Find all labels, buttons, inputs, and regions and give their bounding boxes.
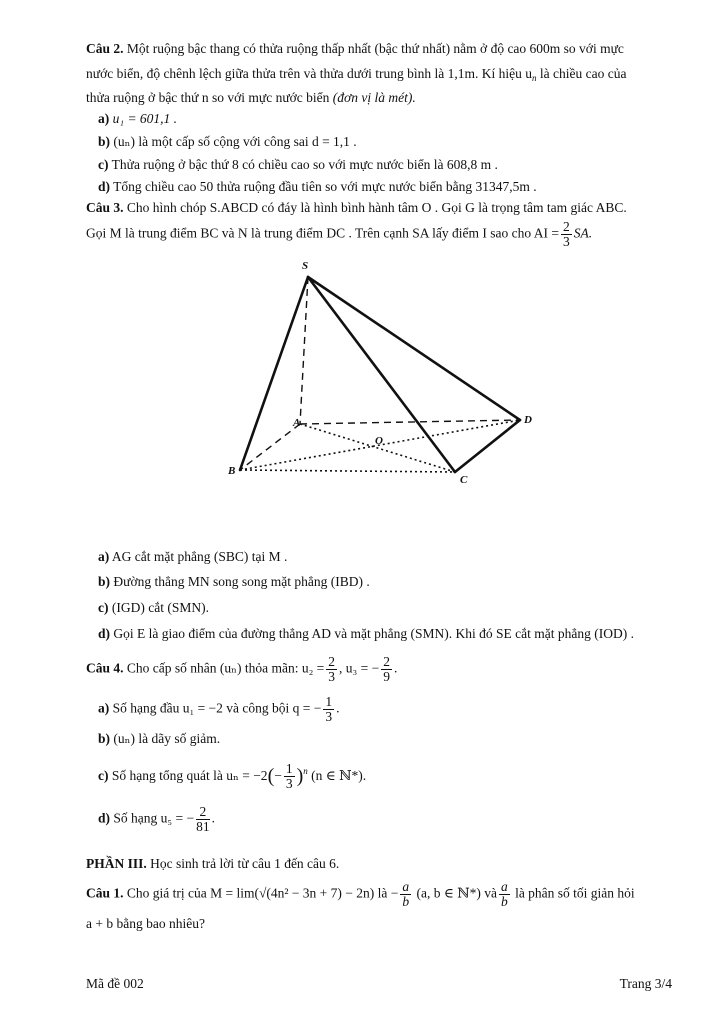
p3-q1-heading: Câu 1.	[86, 885, 124, 901]
exam-code: Mã đề 002	[86, 976, 144, 991]
q4-heading: Câu 4.	[86, 660, 124, 676]
label-S: S	[302, 260, 309, 272]
q4-statement-a: a) Số hạng đầu u₁ = −2 và công bội q = − $\frac{1}{3}$ .	[98, 694, 340, 724]
q2-line-1: Câu 2. Một ruộng bậc thang có thửa ruộng thấp nhất (bậc thứ nhất) nằm ở độ cao 600m so với mực	[86, 41, 624, 56]
q4-statement-b: b) (uₙ) là dãy số giảm.	[98, 731, 221, 746]
q4-statement-d: d) Số hạng u₅ = − $\frac{2}{81}$ .	[98, 804, 215, 834]
p3-q1-line-2: a + b bằng bao nhiêu?	[86, 916, 205, 931]
q2-statement-b: b) (uₙ) là một cấp số cộng với công sai d = 1,1 .	[98, 134, 357, 149]
q2-statement-c: c) Thửa ruộng ở bậc thứ 8 có chiều cao so với mực nước biển là 608,8 m .	[98, 157, 498, 172]
q4-statement-c: c) Số hạng tổng quát là uₙ = −2(− $\frac{1}{3}$ )$^n$ (n ∈ ℕ*).	[98, 761, 367, 792]
label-O: O	[375, 435, 383, 447]
q3-heading: Câu 3.	[86, 200, 124, 215]
q3-statement-c: c) (IGD) cắt (SMN).	[98, 600, 209, 615]
edge-BC	[240, 470, 455, 472]
label-B: B	[228, 465, 236, 477]
edge-AD	[300, 420, 520, 424]
edge-SB	[240, 277, 308, 470]
page-number: Trang 3/4	[619, 976, 672, 991]
q2-statement-a: a) u₁ = 601,1 .	[98, 111, 178, 126]
q3-statement-a: a) AG cắt mặt phẳng (SBC) tại M .	[98, 549, 288, 564]
q3-line-1: Câu 3. Cho hình chóp S.ABCD có đáy là hình bình hành tâm O . Gọi G là trọng tâm tam giác ABC.	[86, 200, 627, 215]
p3-q1-line-1: Câu 1. Cho giá trị của M = lim(√(4n² − 3n + 7) − 2n) là − $\frac{a}{b}$ (a, b ∈ ℕ*) và $\frac{a}{b}$ là phân số tối giản hỏi	[86, 879, 635, 909]
q2-heading: Câu 2.	[86, 41, 124, 56]
q3-statement-d: d) Gọi E là giao điểm của đường thẳng AD và mặt phẳng (SMN). Khi đó SE cắt mặt phẳng (IOD) .	[98, 626, 634, 641]
pyramid-figure	[220, 252, 540, 487]
edge-DC	[455, 420, 520, 472]
diag-AC	[300, 424, 455, 472]
q2-statement-d: d) Tổng chiều cao 50 thửa ruộng đầu tiên so với mực nước biển bằng 31347,5m .	[98, 179, 537, 194]
label-C: C	[460, 474, 468, 486]
label-A: A	[293, 417, 301, 429]
part3-heading: PHẦN III. Học sinh trả lời từ câu 1 đến câu 6.	[86, 856, 340, 871]
fraction-2-3: $\frac{2}{3}$	[562, 219, 570, 249]
label-D: D	[524, 414, 532, 426]
q3-statement-b: b) Đường thẳng MN song song mặt phẳng (IBD) .	[98, 574, 370, 589]
q3-line-2: Gọi M là trung điểm BC và N là trung điểm DC . Trên cạnh SA lấy điểm I sao cho AI = $\frac{2}{3}$ SA.	[86, 219, 593, 249]
edge-SD	[308, 277, 520, 420]
q4-line-1: Câu 4. Cho cấp số nhân (uₙ) thỏa mãn: u₂ = $\frac{2}{3}$ , u₃ = − $\frac{2}{9}$ .	[86, 654, 398, 684]
q2-line-2: nước biển, độ chênh lệch giữa thửa trên và thửa dưới trung bình là 1,1m. Kí hiệu $u_n$ là chiều cao của	[86, 66, 627, 83]
q2-line-3: thửa ruộng ở bậc thứ n so với mực nước biển (đơn vị là mét).	[86, 90, 416, 105]
